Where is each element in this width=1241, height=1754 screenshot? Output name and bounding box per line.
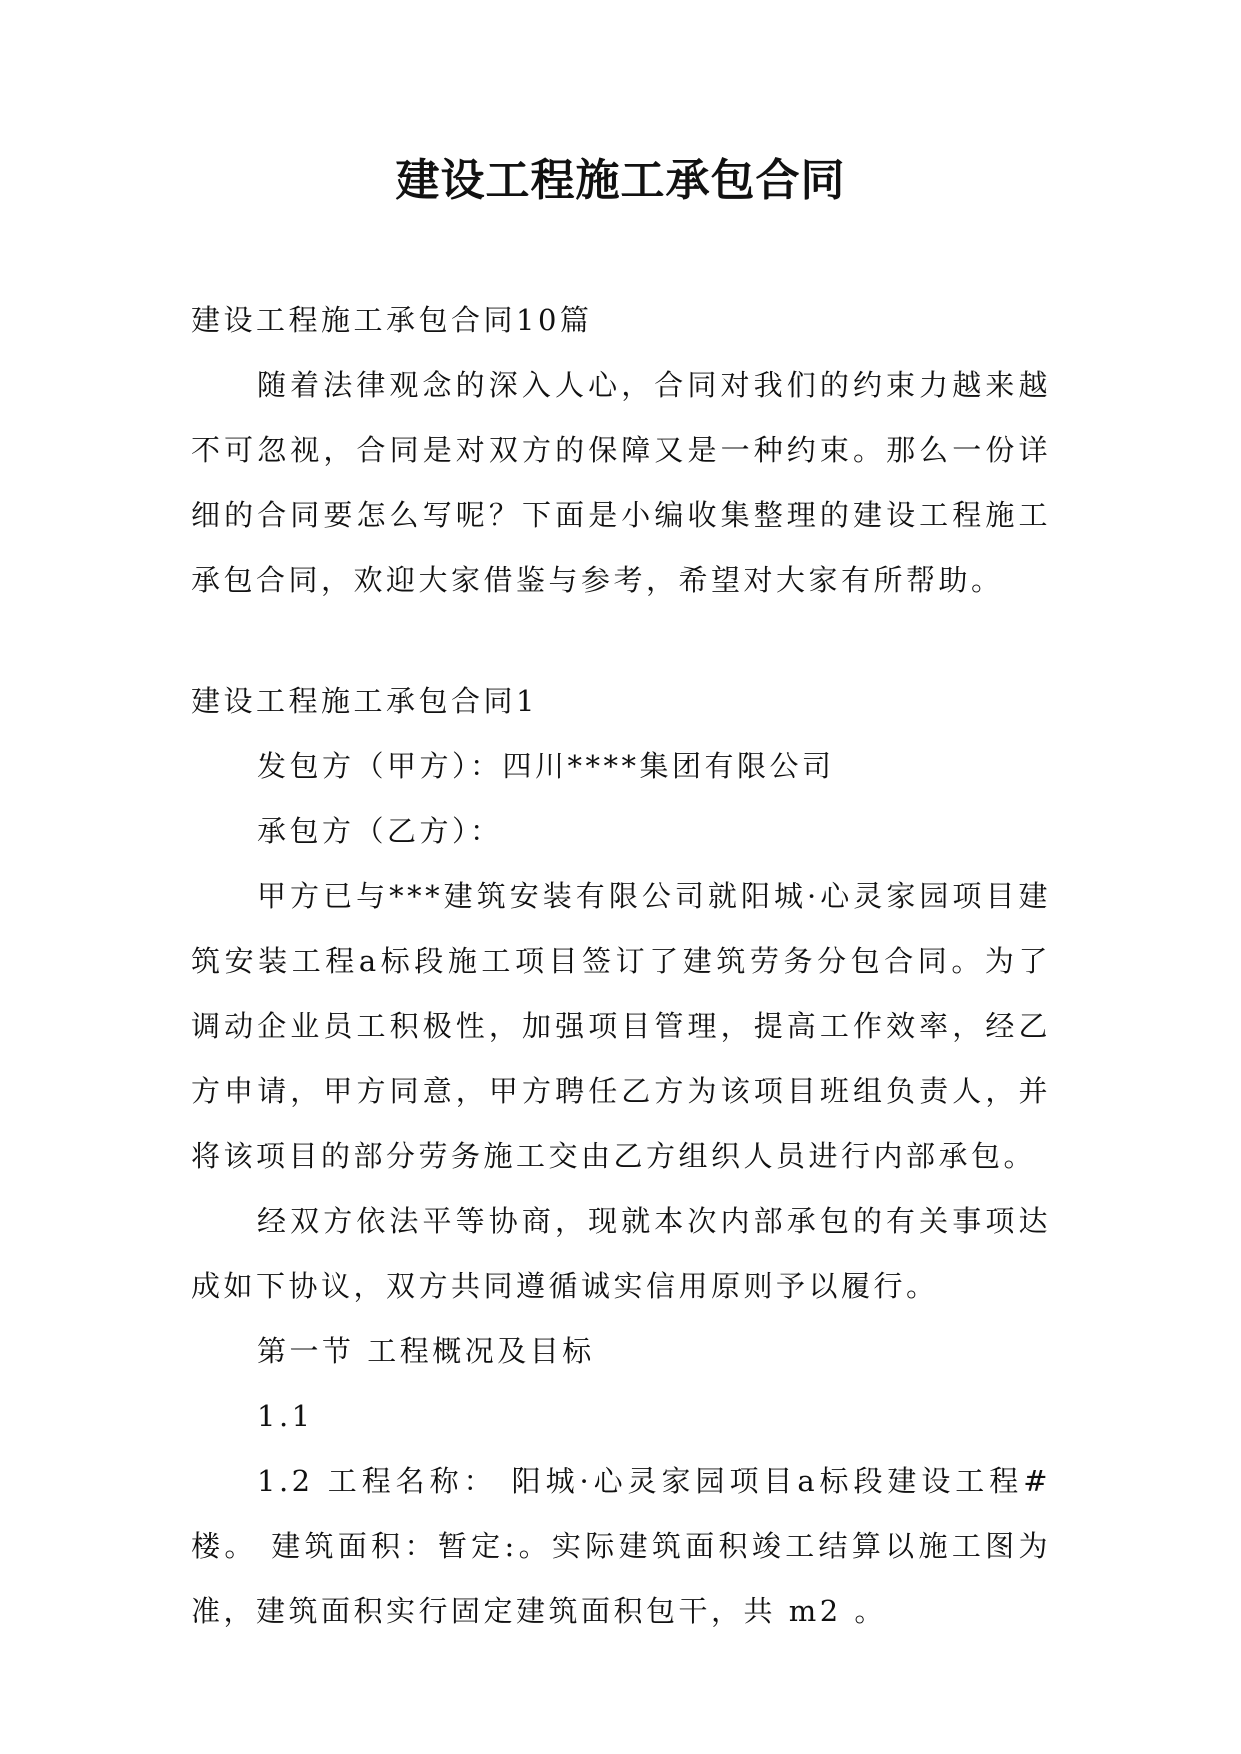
- background-paragraph: 甲方已与***建筑安装有限公司就阳城·心灵家园项目建筑安装工程a标段施工项目签订了建筑劳务分包合同。为了调动企业员工积极性，加强项目管理，提高工作效率，经乙方申请，甲方同意，甲方聘任乙方为该项目班组负责人，并将该项目的部分劳务施工交由乙方组织人员进行内部承包。: [191, 879, 1051, 1173]
- intro-paragraph: 随着法律观念的深入人心，合同对我们的约束力越来越不可忽视，合同是对双方的保障又是一种约束。那么一份详细的合同要怎么写呢？下面是小编收集整理的建设工程施工承包合同，欢迎大家借鉴与参考，希望对大家有所帮助。: [191, 368, 1051, 597]
- document-subtitle: 建设工程施工承包合同10篇: [191, 303, 593, 337]
- party-b-line: 承包方（乙方）：: [257, 814, 503, 848]
- chapter-heading: 第一节 工程概况及目标: [257, 1334, 595, 1368]
- document-title: 建设工程施工承包合同: [395, 155, 846, 206]
- agreement-paragraph: 经双方依法平等协商，现就本次内部承包的有关事项达成如下协议，双方共同遵循诚实信用原则予以履行。: [191, 1204, 1051, 1303]
- clause-1-1: 1.1: [257, 1399, 314, 1433]
- section-heading: 建设工程施工承包合同1: [191, 684, 538, 718]
- party-a-line: 发包方（甲方）：四川****集团有限公司: [257, 749, 835, 783]
- clause-1-2: 1.2 工程名称： 阳城·心灵家园项目a标段建设工程#楼。 建筑面积：暂定:。实际建筑面积竣工结算以施工图为准，建筑面积实行固定建筑面积包干，共 m2 。: [191, 1464, 1051, 1628]
- document-body: [191, 288, 1051, 1644]
